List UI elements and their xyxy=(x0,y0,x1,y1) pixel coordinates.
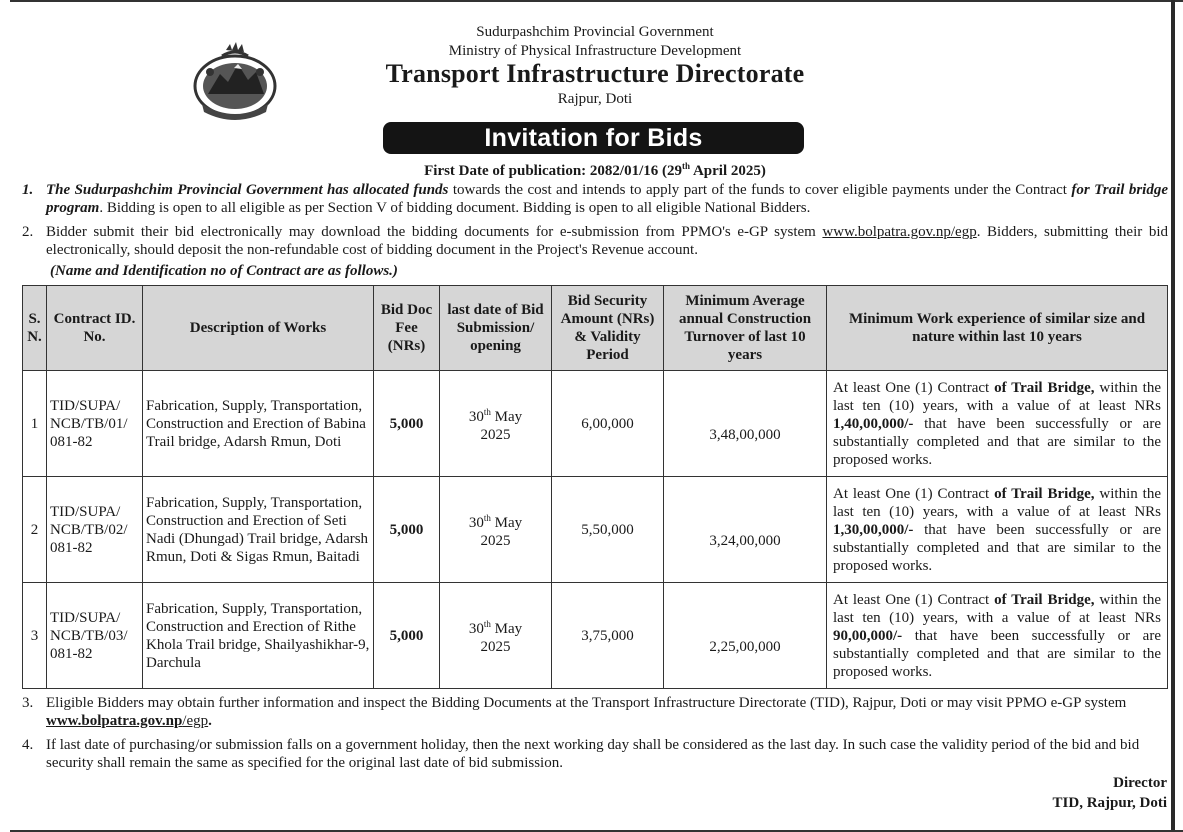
col-fee: Bid Doc Fee (NRs) xyxy=(374,286,440,371)
col-sn: S. N. xyxy=(23,286,47,371)
table-header-row xyxy=(23,286,1168,371)
col-description: Description of Works xyxy=(143,286,374,371)
cell-fee: 5,000 xyxy=(374,477,440,583)
header-government: Sudurpashchim Provincial Government xyxy=(476,24,714,40)
cell-fee: 5,000 xyxy=(374,371,440,477)
para4-text: If last date of purchasing/or submission falls on a government holiday, then the next working day shall be considered as the last day. In such case the validity period of the bid and bid security shall remain the same as specified for the original last date of bid submission. xyxy=(46,737,1140,771)
header-ministry: Ministry of Physical Infrastructure Development xyxy=(448,43,742,59)
egp-link[interactable]: www.bolpatra.gov.np/egp xyxy=(822,224,977,240)
cell-fee: 5,000 xyxy=(374,583,440,689)
cell-last-date: 30th May 2025 xyxy=(440,371,552,477)
col-contract: Contract ID. No. xyxy=(47,286,143,371)
para1-text: The Sudurpashchim Provincial Government has allocated funds towards the cost and intends to apply part of the funds to cover eligible payments under the Contract for Trail bridge program. Bidding is open to all eligible as per Section V of bidding document. Bidding is open to all eligible National Bidders. xyxy=(46,182,1169,216)
cell-turnover: 3,24,00,000 xyxy=(664,477,827,583)
government-emblem-icon xyxy=(188,42,282,122)
cell-sn: 1 xyxy=(23,371,47,477)
para3-text: Eligible Bidders may obtain further information and inspect the Bidding Documents at the Transport Infrastructure Directorate (TID), Rajpur, Doti or may visit PPMO e-GP system www.bolpatra.gov.np/egp. xyxy=(46,695,1127,729)
cell-contract: TID/SUPA/ NCB/TB/03/ 081-82 xyxy=(47,583,143,689)
cell-contract: TID/SUPA/ NCB/TB/01/ 081-82 xyxy=(47,371,143,477)
col-turnover: Minimum Average annual Construction Turnover of last 10 years xyxy=(664,286,827,371)
cell-description: Fabrication, Supply, Transportation, Construction and Erection of Rithe Khola Trail bridge, Shailyashikhar-9, Darchula xyxy=(143,583,374,689)
cell-security: 5,50,000 xyxy=(552,477,664,583)
para4-number: 4. xyxy=(22,737,34,753)
signature-title: Director xyxy=(1113,775,1167,791)
cell-security: 6,00,000 xyxy=(552,371,664,477)
publication-date: First Date of publication: 2082/01/16 (29th April 2025) xyxy=(424,161,766,179)
table-row xyxy=(23,371,1168,477)
col-security: Bid Security Amount (NRs) & Validity Period xyxy=(552,286,664,371)
table-row xyxy=(23,583,1168,689)
para1-number: 1. xyxy=(22,182,34,198)
signature-office: TID, Rajpur, Doti xyxy=(1052,795,1167,811)
cell-security: 3,75,000 xyxy=(552,583,664,689)
bids-table xyxy=(22,285,1168,689)
col-experience: Minimum Work experience of similar size and nature within last 10 years xyxy=(827,286,1168,371)
header-directorate-title: Transport Infrastructure Directorate xyxy=(385,59,805,88)
page-frame-right xyxy=(1171,0,1175,832)
cell-turnover: 3,48,00,000 xyxy=(664,371,827,477)
page-frame-top xyxy=(10,0,1183,16)
cell-turnover: 2,25,00,000 xyxy=(664,583,827,689)
table-row xyxy=(23,477,1168,583)
contract-note: (Name and Identification no of Contract are as follows.) xyxy=(50,263,398,279)
para2-number: 2. xyxy=(22,224,34,240)
cell-experience: At least One (1) Contract of Trail Bridge, within the last ten (10) years, with a value of at least NRs 1,40,00,000/- that have been successfully or are substantially completed and that are similar to the proposed works. xyxy=(827,371,1168,477)
cell-last-date: 30th May 2025 xyxy=(440,477,552,583)
para2-text: Bidder submit their bid electronically may download the bidding documents for e-submission from PPMO's e-GP system www.bolpatra.gov.np/egp. Bidders, submitting their bid electronically, should deposit the non-refundable cost of bidding document in the Project's Revenue account. xyxy=(46,224,1168,258)
cell-contract: TID/SUPA/ NCB/TB/02/ 081-82 xyxy=(47,477,143,583)
page-frame-bottom xyxy=(10,820,1183,832)
header-location: Rajpur, Doti xyxy=(557,91,633,107)
cell-experience: At least One (1) Contract of Trail Bridge, within the last ten (10) years, with a value of at least NRs 90,00,000/- that have been successfully or are substantially completed and that are similar to the proposed works. xyxy=(827,583,1168,689)
bolpatra-link[interactable]: www.bolpatra.gov.np xyxy=(46,713,183,729)
cell-sn: 2 xyxy=(23,477,47,583)
para3-number: 3. xyxy=(22,695,34,711)
cell-description: Fabrication, Supply, Transportation, Construction and Erection of Babina Trail bridge, Adarsh Rmun, Doti xyxy=(143,371,374,477)
cell-description: Fabrication, Supply, Transportation, Construction and Erection of Seti Nadi (Dhungad) Trail bridge, Adarsh Rmun, Doti & Sigas Rmun, Baitadi xyxy=(143,477,374,583)
cell-sn: 3 xyxy=(23,583,47,689)
invitation-banner: Invitation for Bids xyxy=(383,122,804,154)
col-last-date: last date of Bid Submission/ opening xyxy=(440,286,552,371)
cell-experience: At least One (1) Contract of Trail Bridge, within the last ten (10) years, with a value of at least NRs 1,30,00,000/- that have been successfully or are substantially completed and that are similar to the proposed works. xyxy=(827,477,1168,583)
cell-last-date: 30th May 2025 xyxy=(440,583,552,689)
